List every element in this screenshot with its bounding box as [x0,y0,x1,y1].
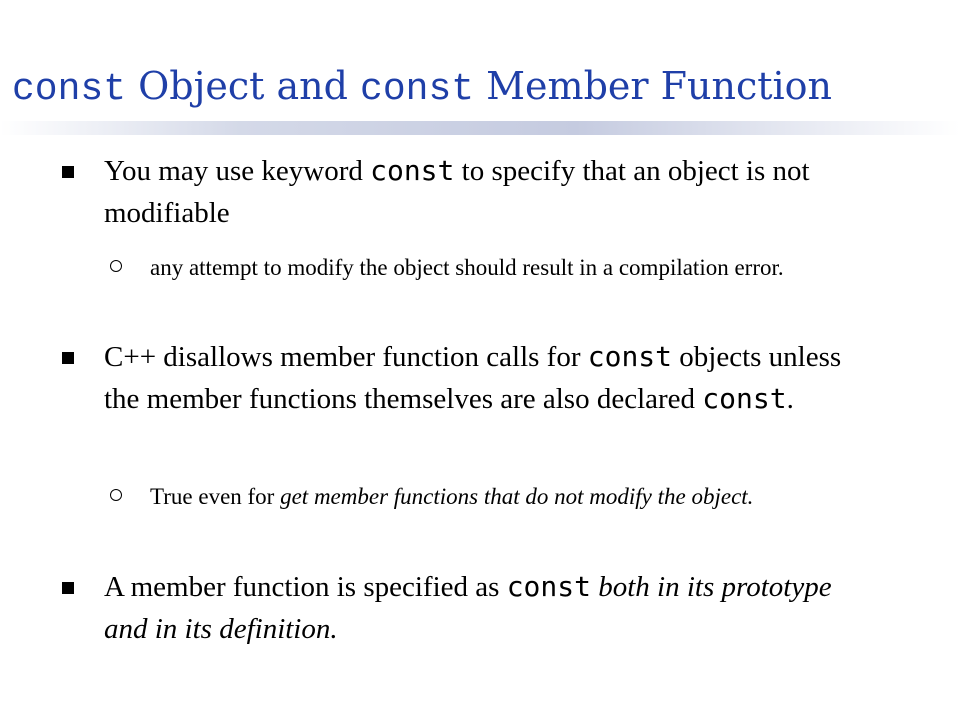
sub-bullet-1-text: any attempt to modify the object should result in a compilation error. [150,255,784,280]
title-code-const-2: const [360,68,475,111]
sub-bullet-2-text: True even for [150,484,281,509]
bullet-1-code: const [370,154,455,187]
bullet-1-text-end: to specify that an object is not modifiable [104,155,810,229]
sub-bullet-item-2 [150,480,870,513]
bullet-2-code: const [587,340,673,373]
title-underline-bar [0,121,960,135]
bullet-2-text: C++ disallows member function calls for [104,341,588,373]
square-bullet-icon [62,352,74,364]
square-bullet-icon [62,166,74,178]
title-text-1: Object and [126,64,361,108]
bullet-3-italic: both in its prototype and in its definition. [104,571,832,645]
title-text-2: Member Function [474,64,833,108]
circle-bullet-icon [110,260,122,272]
slide-title [12,56,832,120]
bullet-3-code: const [506,570,591,603]
bullet-2-text-mid: objects unless the member functions themselves are also declared [104,341,842,415]
bullet-item-2 [104,336,864,420]
bullet-1-text: You may use keyword [104,155,371,187]
bullet-2-text-end: . [786,383,794,415]
bullet-3-text: A member function is specified as [104,571,507,603]
bullet-item-1 [104,150,864,234]
bullet-2-code-2: const [702,382,787,415]
bullet-item-3 [104,566,864,650]
sub-bullet-item-1 [150,251,870,284]
sub-bullet-2-italic: get member functions that do not modify the object. [280,484,754,509]
square-bullet-icon [62,582,74,594]
title-code-const-1: const [12,68,127,111]
circle-bullet-icon [110,489,122,501]
